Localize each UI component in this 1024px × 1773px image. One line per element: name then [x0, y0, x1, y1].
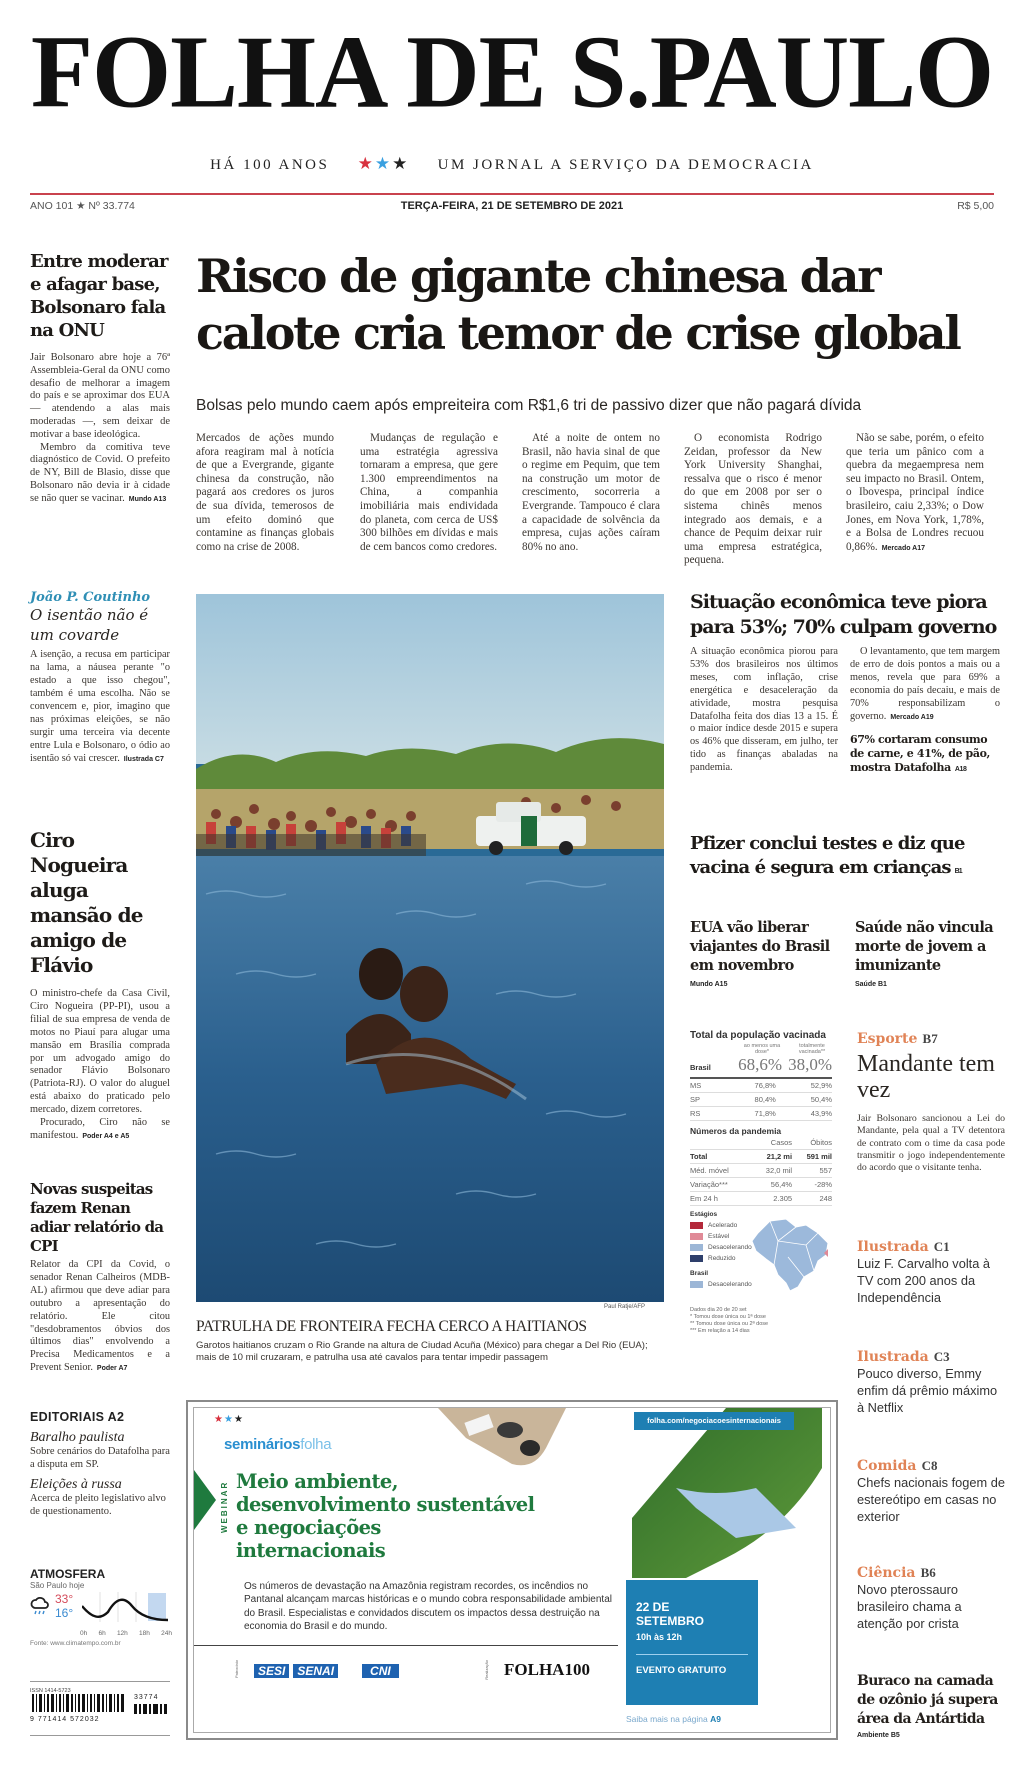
- lead-column-3: Até a noite de ontem no Brasil, não havia sinal de que o regime em Pequim, que tem na construção um motor de crescimento, socorreria a Evergrande. Tampouco é clara a capacidade de solvência da empresa, cujas ações caíram 80% no ano.: [522, 432, 660, 553]
- play-triangle-icon: [194, 1470, 216, 1530]
- event-date-box: [626, 1580, 758, 1705]
- pandemic-title: Números da pandemia: [690, 1126, 782, 1136]
- lead-column-1: Mercados de ações mundo afora reagiram mal à notícia de que a Evergrande, gigante chinesa da construção, não pagará aos credores os juros de sua dívida, temerosos de um efeito dominó que contamine as finanças globais como na crise de 2008.: [196, 432, 334, 553]
- edition-price: R$ 5,00: [957, 200, 994, 212]
- stages-legend: Estágios Acelerado Estável Desacelerando Reduzido Brasil Desacelerando: [690, 1211, 752, 1288]
- article-bolsonaro-onu[interactable]: [30, 250, 170, 507]
- article-body-2: Procurado, Ciro não se manifestou.: [30, 1117, 170, 1141]
- legend-swatch: [690, 1255, 703, 1262]
- photo-credit: Paul Ratje/AFP: [604, 1304, 646, 1310]
- sponsor-logos: [254, 1664, 399, 1678]
- legend-swatch: [690, 1281, 703, 1288]
- three-stars-icon: [357, 154, 416, 173]
- infographic-notes: Dados dia 20 de 20 set * Tomou dose única ou 1ª dose ** Tomou dose única ou 2ª dose *** Em relação a 14 dias: [690, 1307, 769, 1334]
- section-ref: Ilustrada C7: [123, 756, 164, 763]
- event-date: 22 DE SETEMBRO: [636, 1600, 705, 1628]
- editorial-title[interactable]: Eleições à russa: [30, 1477, 122, 1492]
- article-ciro-nogueira[interactable]: [30, 828, 170, 1144]
- headline[interactable]: Situação econômica teve piora para 53%; 70% culpam governo: [690, 591, 997, 638]
- table-row: Méd. móvel 32,0 mil 557: [690, 1164, 832, 1178]
- headline[interactable]: Entre moderar e afagar base, Bolsonaro fala na ONU: [30, 251, 168, 341]
- article-body: Jair Bolsonaro abre hoje a 76ª Assembleia-Geral da ONU como desafio de melhorar a imagem do país e se aproximar dos EUA — atendendo a alas mais moderadas —, sem deixar de motivar a base ideológica.: [30, 352, 170, 440]
- star-icon-red: ★: [357, 154, 375, 173]
- section-ref: Mercado A17: [881, 544, 926, 552]
- headline[interactable]: Pfizer conclui testes e diz que vacina é segura em crianças: [690, 833, 965, 878]
- photo-illustration: [196, 594, 664, 1302]
- article-body: Jair Bolsonaro sancionou a Lei do Mandante, pela qual a TV detentora de contrato com o time da casa pode transmitir o jogo independentemente do acordo que o visitante tenha.: [857, 1113, 1005, 1174]
- section-ref: Poder A4 e A5: [82, 1132, 130, 1140]
- editorial-title[interactable]: Baralho paulista: [30, 1430, 125, 1445]
- vaccination-brasil-row: Brasil 68,6% 38,0%: [690, 1055, 832, 1079]
- lead-column-2: Mudanças de regulação e uma estratégia agressiva tornaram a empresa, que gere 1.300 empreendimentos na China, a companhia imobiliária mais endividada do planeta, com cerca de US$ 300 bilhões em dívidas e mais de cem bancos como credores.: [360, 432, 498, 553]
- editoriais-box: [30, 1410, 170, 1518]
- weather-label: ATMOSFERA: [30, 1567, 106, 1581]
- barcode-bars: [30, 1694, 128, 1712]
- three-stars-icon: ★★★: [214, 1414, 244, 1425]
- teaser-text[interactable]: Pouco diverso, Emmy enfim dá prêmio máximo à Netflix: [857, 1366, 998, 1415]
- section-ref: Ambiente B5: [857, 1732, 900, 1739]
- section-kicker: Ilustrada: [857, 1239, 929, 1255]
- headline[interactable]: Saúde não vincula morte de jovem a imunizante: [855, 919, 994, 974]
- table-row: Variação*** 56,4% -28%: [690, 1178, 832, 1192]
- vaccination-table: [690, 1079, 832, 1121]
- photo-caption-title[interactable]: PATRULHA DE FRONTEIRA FECHA CERCO A HAITIANOS: [196, 1318, 587, 1335]
- editorial-text: Sobre cenários do Datafolha para a disputa em SP.: [30, 1446, 170, 1470]
- article-body-2: Membro da comitiva teve diagnóstico de Covid. O prefeito de NY, Bill de Blasio, disse que Bolsonaro não devia ir à cidade se não quer se vacinar.: [30, 441, 170, 504]
- article-saude-jovem[interactable]: [855, 918, 1005, 988]
- masthead-tagline: [0, 154, 1024, 174]
- section-ref: Saúde B1: [855, 981, 887, 988]
- divider: [194, 1645, 618, 1646]
- lead-column-4: O economista Rodrigo Zeidan, professor da New York University Shanghai, ressalva que o risco é menor do que em 2008 por ser o sistema chinês menos integrado aos demais, e a chance de Pequim deixar ruir uma empresa estratégica, pequena.: [684, 432, 822, 567]
- edition-number: ANO 101 ★ Nº 33.774: [30, 200, 135, 212]
- weather-hours: 0h 6h 12h 18h 24h: [80, 1630, 172, 1637]
- teaser-comida[interactable]: [857, 1455, 1007, 1525]
- sesi-logo: SESI: [254, 1664, 289, 1678]
- opinion-body: A isenção, a recusa em participar na lama, a náusea perante "o estado a que isso chegou", também é uma escolha. Não se convencem e, pior, imagino que nas próximas eleições, se não surgir uma terceira via decente entre Lula e Bolsonaro, o ódio ao isentão só vai crescer.: [30, 649, 170, 764]
- legend-swatch: [690, 1233, 703, 1240]
- cni-logo: CNI: [362, 1664, 399, 1678]
- page-ref: C3: [933, 1349, 950, 1364]
- event-time: 10h às 12h: [636, 1632, 683, 1642]
- webinar-label: WEBINAR: [220, 1480, 229, 1534]
- tagline-right: UM JORNAL A SERVIÇO DA DEMOCRACIA: [437, 157, 814, 173]
- article-economia-datafolha[interactable]: [690, 590, 1000, 777]
- table-row: Em 24 h 2.305 248: [690, 1192, 832, 1206]
- issue-code: 33774: [134, 1694, 159, 1701]
- more-info-link[interactable]: Saiba mais na página A9: [626, 1714, 722, 1724]
- tagline-left: HÁ 100 ANOS: [210, 157, 330, 173]
- section-kicker: Ciência: [857, 1565, 916, 1581]
- table-row: SP 80,4% 50,4%: [690, 1093, 832, 1107]
- legend-swatch: [690, 1244, 703, 1251]
- article-ozonio[interactable]: [857, 1672, 1007, 1739]
- masthead-divider: [30, 193, 994, 195]
- section-ref: A18: [954, 766, 967, 774]
- section-kicker[interactable]: Esporte: [857, 1031, 918, 1047]
- ad-photo-forest: [632, 1408, 822, 1578]
- ad-title[interactable]: Meio ambiente, desenvolvimento sustentável e negociações internacionais: [236, 1470, 535, 1562]
- article-esporte[interactable]: [857, 1028, 1005, 1174]
- ad-url[interactable]: folha.com/negociacoesinternacionais: [634, 1412, 794, 1430]
- masthead-logo: FOLHA DE S.PAULO: [30, 13, 994, 130]
- page-ref: C8: [921, 1458, 938, 1473]
- temp-min: 16°: [55, 1606, 74, 1620]
- vaccination-infographic: [690, 1030, 832, 1339]
- pandemic-table: Casos Óbitos Total 21,2 mi 591 mil Méd. móvel 32,0 mil 557 Variação*** 56,4% -28% Em 24 h 2.305 248: [690, 1136, 832, 1206]
- lead-column-5: Não se sabe, porém, o efeito que teria um pânico com a quebra da megaempresa nem seu impacto no Brasil. Ontem, o Ibovespa, principal índice brasileiro, caiu 2,33%; o Dow Jones, em Nova York, 1,78%, e a Bolsa de Londres recuou 0,86%.: [846, 432, 984, 553]
- legend-swatch: [690, 1222, 703, 1229]
- divider: [30, 1681, 170, 1682]
- teaser-ilustrada-c1[interactable]: [857, 1236, 1007, 1306]
- lead-headline-line2: calote cria temor de crise global: [196, 306, 960, 360]
- opinion-author: João P. Coutinho: [30, 590, 151, 605]
- teaser-text[interactable]: Chefs nacionais fogem de estereótipo em casas no exterior: [857, 1475, 1005, 1524]
- vaccination-title: Total da população vacinada: [690, 1030, 826, 1041]
- teaser-ciencia[interactable]: [857, 1562, 1007, 1632]
- senai-logo: SENAI: [293, 1664, 338, 1678]
- star-icon-black: ★: [392, 154, 410, 173]
- headline[interactable]: EUA vão liberar viajantes do Brasil em novembro: [690, 919, 830, 974]
- table-row: Total 21,2 mi 591 mil: [690, 1150, 832, 1164]
- article-eua-viajantes[interactable]: [690, 918, 840, 988]
- editorial-item[interactable]: [30, 1477, 170, 1518]
- advertisement-webinar[interactable]: [186, 1400, 838, 1740]
- divider: [30, 1735, 170, 1736]
- page-ref: B7: [922, 1031, 938, 1046]
- section-ref: Mundo A15: [690, 981, 728, 988]
- weather-source: Fonte: www.climatempo.com.br: [30, 1640, 121, 1647]
- page-ref: C1: [933, 1239, 950, 1254]
- issn-text: ISSN 1414-5723: [30, 1688, 71, 1694]
- temperature-curve: [82, 1592, 170, 1624]
- article-pfizer[interactable]: [690, 832, 1010, 884]
- section-ref: B1: [954, 868, 962, 875]
- star-icon-blue: ★: [374, 154, 393, 173]
- lead-headline[interactable]: [196, 248, 1006, 362]
- section-ref: Mercado A19: [890, 713, 934, 721]
- lead-subhead: Bolsas pelo mundo caem após empreiteira com R$1,6 tri de passivo dizer que não pagará dívida: [196, 397, 862, 414]
- weather-box: [30, 1567, 170, 1647]
- vaccination-col2: totalmente vacinada**: [798, 1043, 826, 1055]
- article-renan-cpi[interactable]: [30, 1180, 170, 1376]
- ad-photo-meeting: [438, 1408, 566, 1465]
- edition-date: TERÇA-FEIRA, 21 DE SETEMBRO DE 2021: [400, 200, 624, 212]
- opinion-column[interactable]: [30, 590, 170, 766]
- barcode: [30, 1688, 175, 1728]
- teaser-text[interactable]: Luiz F. Carvalho volta à TV com 200 anos da Independência: [857, 1256, 991, 1305]
- section-kicker: Comida: [857, 1458, 917, 1474]
- article-body: O ministro-chefe da Casa Civil, Ciro Nogueira (PP-PI), usou a filial de sua empresa de venda de motos no Piauí para alugar uma mansão em Brasília comprada por um advogado amigo do senador Flávio Bolsonaro (Patriota-RJ). O valor do aluguel está abaixo do praticado pelo mercado, dizem corretores.: [30, 988, 170, 1116]
- headline[interactable]: Ciro Nogueira aluga mansão de amigo de Flávio: [30, 828, 143, 977]
- weather-location: São Paulo hoje: [30, 1581, 85, 1590]
- section-ref: Poder A7: [96, 1365, 128, 1373]
- organizer-label: Realização: [484, 1660, 489, 1680]
- event-free: EVENTO GRATUITO: [636, 1665, 727, 1676]
- divider: [636, 1654, 748, 1655]
- brasil-full: 38,0%: [788, 1055, 832, 1074]
- cloud-rain-icon: [30, 1595, 52, 1617]
- editorial-item[interactable]: [30, 1430, 170, 1471]
- seminarios-folha-logo: semináriosfolha: [224, 1436, 332, 1453]
- editorial-text: Acerca de pleito legislativo alvo de questionamento.: [30, 1493, 166, 1517]
- photo-haitian-migrants[interactable]: [196, 594, 664, 1302]
- vaccination-col1: ao menos uma dose*: [743, 1043, 781, 1055]
- ad-body: Os números de devastação na Amazônia registram recordes, os incêndios no Pantanal alcançam marcas históricas e o mundo cobra responsabilidade ambiental do Brasil. Especialistas e convidados discutem os impactos dessa destruição na economia do Brasil e do mundo.: [244, 1580, 614, 1633]
- teaser-text[interactable]: Novo pterossauro brasileiro chama a atenção por crista: [857, 1582, 962, 1631]
- editoriais-label: EDITORIAIS A2: [30, 1410, 125, 1424]
- issue-barcode: [134, 1704, 170, 1714]
- teaser-ilustrada-c3[interactable]: [857, 1346, 1007, 1416]
- headline[interactable]: Buraco na camada de ozônio já supera área da Antártida: [857, 1673, 998, 1727]
- article-body-2: O levantamento, que tem margem de erro de dois pontos a mais ou a menos, revela que para 69% a economia do país decaiu, e mais de 70% responsabilizam o governo.: [850, 646, 1000, 722]
- temp-max: 33°: [55, 1592, 74, 1606]
- headline[interactable]: Mandante tem vez: [857, 1051, 995, 1103]
- table-row: MS 76,8% 52,9%: [690, 1079, 832, 1093]
- table-row: RS 71,8% 43,9%: [690, 1107, 832, 1121]
- article-body: A situação econômica piorou para 53% dos brasileiros nos últimos meses, com inflação, crise energética e desaceleração da atividade, mostra pesquisa Datafolha feita dos dias 13 a 15. É o maior índice desde 2015 e supera os 46% que disseram, em julho, ter tido as finanças abaladas na pandemia.: [690, 646, 838, 774]
- sponsor-label: Patrocínio: [234, 1660, 239, 1679]
- brazil-map: [748, 1213, 832, 1293]
- page-ref: B6: [920, 1565, 936, 1580]
- dateline: [30, 200, 994, 216]
- opinion-title[interactable]: O isentão não é um covarde: [30, 606, 149, 644]
- barcode-digits: 9 771414 572032: [30, 1716, 100, 1723]
- brasil-first-dose: 68,6%: [738, 1055, 782, 1074]
- section-kicker: Ilustrada: [857, 1349, 929, 1365]
- section-ref: Mundo A13: [128, 495, 167, 503]
- secondary-headline[interactable]: 67% cortaram consumo de carne, e 41%, de pão, mostra Datafolha A18: [850, 733, 990, 775]
- photo-caption: Garotos haitianos cruzam o Rio Grande na altura de Ciudad Acuña (México) para chegar a Del Rio (EUA); mais de 10 mil cruzaram, e patrulha usa até cavalos para tentar impedir passagem: [196, 1340, 648, 1363]
- folha100-logo: FOLHA100: [504, 1660, 590, 1679]
- article-body: Relator da CPI da Covid, o senador Renan Calheiros (MDB-AL) afirmou que deve adiar para outubro a apresentação do relatório. Ele citou "desdobramentos óbvios dos últimos dias" envolvendo a Precisa Medicamentos e a Prevent Senior.: [30, 1259, 170, 1374]
- lead-headline-line1: Risco de gigante chinesa dar: [196, 249, 880, 303]
- headline[interactable]: Novas suspeitas fazem Renan adiar relatório da CPI: [30, 1180, 164, 1255]
